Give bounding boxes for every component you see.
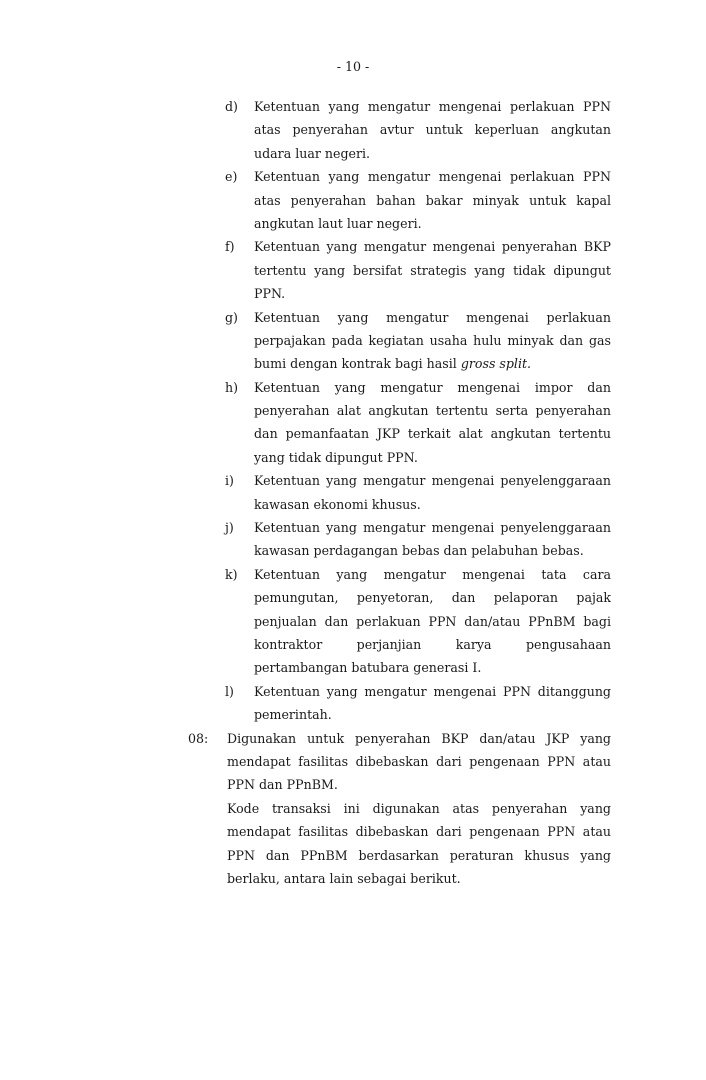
list-item <box>0 469 706 516</box>
line-text: berlaku, antara lain sebagai berikut. <box>227 870 461 886</box>
item-label: k) <box>225 566 238 582</box>
list-item <box>0 235 706 305</box>
text-line <box>254 516 611 539</box>
text-line <box>227 773 611 796</box>
line-text: Ketentuan yang mengatur mengenai penyelenggaraan <box>254 520 611 536</box>
text-line <box>254 680 611 703</box>
text-line <box>254 446 611 469</box>
text-line <box>254 539 611 562</box>
line-text: Ketentuan yang mengatur mengenai impor dan <box>254 379 611 395</box>
text-line <box>254 259 611 282</box>
text-line <box>254 95 611 118</box>
item-label: j) <box>225 520 234 536</box>
line-text: kontraktor perjanjian karya pengusahaan <box>254 636 611 652</box>
item-label: 08: <box>188 730 209 746</box>
list-item <box>0 516 706 563</box>
item-label: d) <box>225 99 238 114</box>
line-text: penjualan dan perlakuan PPN dan/atau PPnBM bagi <box>254 613 611 629</box>
text-line <box>254 329 611 352</box>
text-line <box>254 212 611 235</box>
text-line <box>254 282 611 305</box>
text-line <box>227 727 611 750</box>
item-label: e) <box>225 169 238 185</box>
line-text: Ketentuan yang mengatur mengenai perlakuan PPN <box>254 169 611 185</box>
text-line <box>254 563 611 586</box>
code-paragraph <box>0 727 706 797</box>
text-line <box>254 165 611 188</box>
line-text: bumi dengan kontrak bagi hasil <box>254 356 461 372</box>
italic-term: gross split. <box>460 356 532 372</box>
list-item <box>0 95 706 165</box>
text-line <box>254 610 611 633</box>
line-text: dan pemanfaatan JKP terkait alat angkutan tertentu <box>254 426 611 442</box>
line-text: Ketentuan yang mengatur mengenai penyelenggaraan <box>254 473 611 489</box>
text-line <box>254 118 611 141</box>
line-text: mendapat fasilitas dibebaskan dari pengenaan PPN atau <box>227 753 611 769</box>
list-item <box>0 376 706 470</box>
text-line <box>254 493 611 516</box>
line-text: Digunakan untuk penyerahan BKP dan/atau JKP yang <box>227 730 611 746</box>
text-line <box>254 399 611 422</box>
line-text: Kode transaksi ini digunakan atas penyerahan yang <box>227 800 611 816</box>
text-line <box>254 352 611 375</box>
text-line <box>254 235 611 258</box>
line-text: kawasan ekonomi khusus. <box>254 496 421 512</box>
list-item <box>0 680 706 727</box>
text-line <box>254 422 611 445</box>
line-text: yang tidak dipungut PPN. <box>254 449 418 465</box>
line-text: PPN dan PPnBM berdasarkan peraturan khusus yang <box>227 847 611 863</box>
line-text: pemungutan, penyetoran, dan pelaporan pajak <box>254 590 611 606</box>
text-line <box>254 142 611 165</box>
list-item <box>0 563 706 680</box>
line-text: PPN dan PPnBM. <box>227 777 338 793</box>
line-text: pertambangan batubara generasi I. <box>254 660 482 676</box>
line-text: Ketentuan yang mengatur mengenai perlakuan PPN <box>254 99 611 114</box>
text-line <box>227 844 611 867</box>
text-line <box>254 189 611 212</box>
item-label: g) <box>225 309 238 325</box>
item-label: f) <box>225 239 235 255</box>
line-text: angkutan laut luar negeri. <box>254 215 422 231</box>
line-text: perpajakan pada kegiatan usaha hulu minyak dan gas <box>254 332 611 348</box>
line-text: Ketentuan yang mengatur mengenai PPN ditanggung <box>254 683 611 699</box>
line-text: penyerahan alat angkutan tertentu serta penyerahan <box>254 403 611 419</box>
code-paragraph <box>0 797 706 891</box>
line-text: Ketentuan yang mengatur mengenai tata cara <box>254 566 611 582</box>
page-number: - 10 - <box>336 59 370 74</box>
text-line <box>254 306 611 329</box>
line-text: atas penyerahan bahan bakar minyak untuk kapal <box>254 192 611 208</box>
item-label: i) <box>225 473 234 489</box>
line-text: pemerintah. <box>254 707 332 723</box>
line-text: Ketentuan yang mengatur mengenai penyerahan BKP <box>254 239 611 255</box>
line-text: mendapat fasilitas dibebaskan dari pengenaan PPN atau <box>227 824 611 840</box>
text-line <box>227 820 611 843</box>
text-line <box>254 586 611 609</box>
text-line <box>227 867 611 890</box>
line-text: udara luar negeri. <box>254 145 371 161</box>
list-item <box>0 165 706 235</box>
text-line <box>254 469 611 492</box>
line-text: kawasan perdagangan bebas dan pelabuhan bebas. <box>254 543 584 559</box>
line-text: tertentu yang bersifat strategis yang tidak dipungut <box>254 262 611 278</box>
item-label: l) <box>225 683 234 699</box>
item-label: h) <box>225 379 239 395</box>
document-body <box>0 95 706 890</box>
line-text: Ketentuan yang mengatur mengenai perlakuan <box>254 309 611 325</box>
list-item <box>0 306 706 376</box>
line-text: atas penyerahan avtur untuk keperluan angkutan <box>254 122 611 138</box>
text-line <box>227 750 611 773</box>
text-line <box>227 797 611 820</box>
line-text: PPN. <box>254 286 286 302</box>
text-line <box>254 703 611 726</box>
text-line <box>254 376 611 399</box>
text-line <box>254 633 611 656</box>
text-line <box>254 656 611 679</box>
